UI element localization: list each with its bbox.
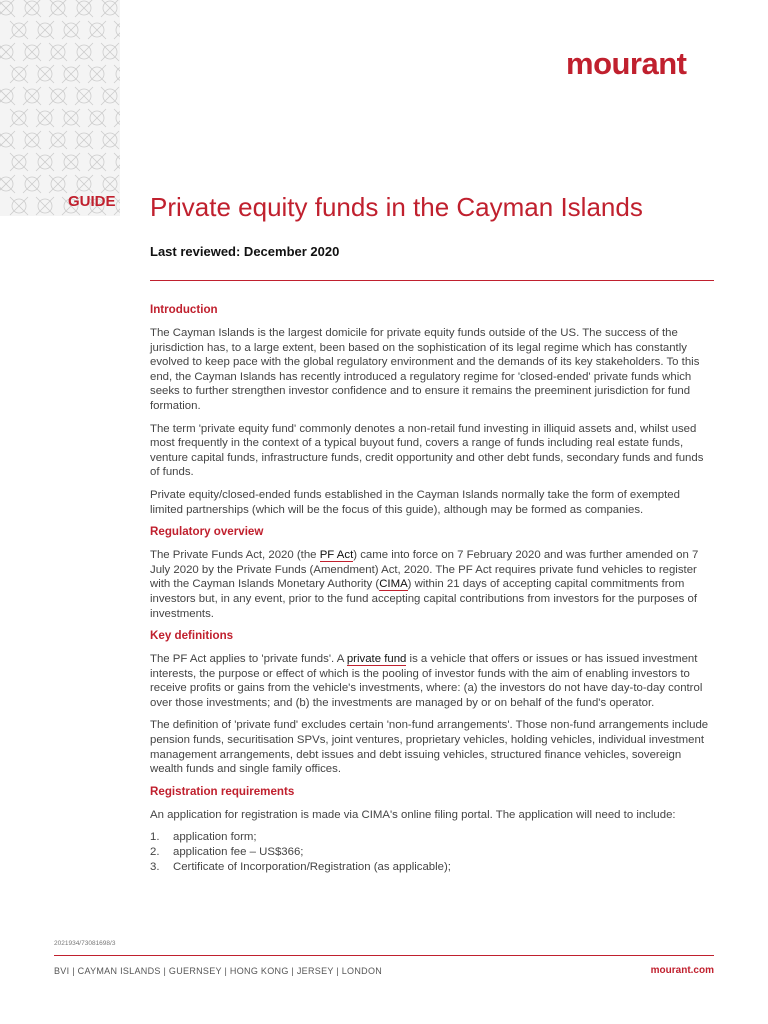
list-item-text: application form; [173, 831, 257, 844]
pf-act-link[interactable]: PF Act [319, 549, 354, 562]
list-item-text: application fee – US$366; [173, 846, 304, 859]
list-item-number: 2. [150, 846, 160, 859]
footer-divider [54, 955, 714, 956]
footer-locations: BVI | CAYMAN ISLANDS | GUERNSEY | HONG KONG | JERSEY | LONDON [54, 966, 383, 976]
list-item-number: 1. [150, 831, 160, 844]
definitions-paragraph-2: The definition of 'private fund' excludes certain 'non-fund arrangements'. Those non-fund arrangements include pension funds, securitisation SPVs, joint ventures, proprietary vehicles, holding vehicles, individual investment management arrangements, debt issues and debt issuing vehicles, structured finance vehicles, sovereign wealth funds and single family offices. [150, 719, 709, 776]
website-link[interactable]: mourant.com [650, 965, 714, 976]
heading-regulatory-overview: Regulatory overview [150, 525, 264, 539]
list-item [150, 860, 714, 875]
page-title: Private equity funds in the Cayman Islands [150, 192, 643, 222]
registration-list [150, 830, 714, 875]
title-divider [150, 280, 714, 281]
regulatory-paragraph-1 [150, 548, 714, 621]
list-item [150, 830, 714, 845]
regulatory-text-a: The Private Funds Act, 2020 (the [150, 549, 320, 562]
definitions-text-b: is a vehicle that offers or issues or has issued investment interests, the purpose or effect of which is the pooling of investor funds with the aim of enabling investors to receive profits or gains from the vehicle's investments, where: (a) the investors do not have day-to-day control over those investments; and (b) the investments are managed by or on behalf of the fund's operator. [150, 653, 703, 709]
list-item [150, 845, 714, 860]
decorative-pattern [0, 0, 120, 216]
cima-link[interactable]: CIMA [379, 578, 408, 591]
registration-paragraph-1: An application for registration is made via CIMA's online filing portal. The application will need to include: [150, 808, 676, 821]
heading-introduction: Introduction [150, 303, 218, 316]
private-fund-link[interactable]: private fund [346, 653, 407, 666]
last-reviewed: Last reviewed: December 2020 [150, 244, 340, 259]
heading-key-definitions: Key definitions [150, 629, 234, 643]
definitions-paragraph-1 [150, 652, 714, 710]
intro-paragraph-1: The Cayman Islands is the largest domicile for private equity funds outside of the US. The success of the jurisdiction has, to a large extent, been based on the sophistication of its legal regime which has constantly evolved to keep pace with the global regulatory environment and the demands of its key stakeholders. To this end, the Cayman Islands has recently introduced a regulatory regime for 'closed-ended' private funds which seeks to further strengthen investor confidence and to ensure it remains the preeminent jurisdiction for fund formation. [150, 327, 700, 412]
intro-paragraph-3: Private equity/closed-ended funds established in the Cayman Islands normally take the form of exempted limited partnerships (which will be the focus of this guide), although may be formed as companies. [150, 488, 680, 516]
regulatory-text-b: ) came into force on 7 February 2020 and was further amended on 7 July 2020 by the Private Funds (Amendment) Act, 2020. The PF Act requires private fund vehicles to register with the Cayman Islands Monetary Authority ( [150, 549, 699, 591]
guide-label: GUIDE [68, 193, 116, 210]
definitions-text-a: The PF Act applies to 'private funds'. A [150, 653, 347, 666]
mourant-logo: mourant [566, 46, 687, 81]
list-item-text: Certificate of Incorporation/Registration (as applicable); [173, 861, 451, 874]
intro-paragraph-2: The term 'private equity fund' commonly denotes a non-retail fund investing in illiquid assets and, whilst used most frequently in the context of a typical buyout fund, covers a range of funds including real estate funds, venture capital funds, infrastructure funds, credit opportunity and other debt funds, secondary funds and funds of funds. [150, 422, 704, 479]
list-item-number: 3. [150, 861, 160, 874]
regulatory-text-c: ) within 21 days of accepting capital commitments from investors but, in any event, prior to the fund accepting capital contributions from investors for the purposes of investments. [150, 578, 698, 620]
heading-registration-requirements: Registration requirements [150, 784, 295, 798]
document-reference: 2021934/73081698/3 [54, 940, 116, 947]
document-body [150, 303, 714, 875]
